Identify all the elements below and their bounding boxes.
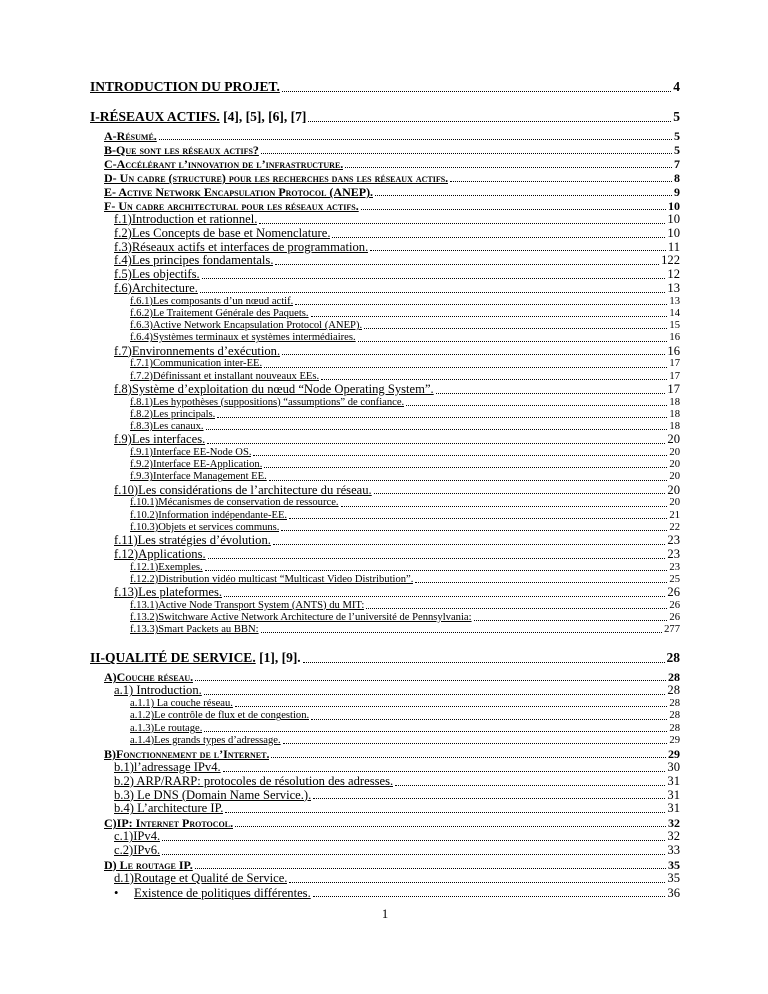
dots-leader xyxy=(395,785,665,786)
toc-entry-page-number: 23 xyxy=(667,546,680,561)
dots-leader xyxy=(273,544,665,545)
dots-leader xyxy=(375,195,672,196)
toc-entry-page-number: 16 xyxy=(669,332,680,344)
toc-entry-page-number: 28 xyxy=(667,683,680,698)
dots-leader xyxy=(474,620,668,621)
toc-entry-page-number: 18 xyxy=(669,396,680,408)
toc-entry-label: Existence de politiques différentes. xyxy=(134,885,311,900)
toc-entry[interactable] xyxy=(114,761,680,775)
toc-entry-label: f.7.1)Communication inter-EE. xyxy=(130,358,263,370)
toc-entry-page-number: 9 xyxy=(674,185,680,199)
dots-leader xyxy=(162,854,665,855)
dots-leader xyxy=(195,680,666,681)
dots-leader xyxy=(361,209,666,210)
dots-leader xyxy=(345,167,672,168)
toc-entry-page-number: 26 xyxy=(669,599,680,611)
dots-leader xyxy=(311,719,667,720)
toc-entry-page-number: 13 xyxy=(667,280,680,295)
dots-leader xyxy=(159,139,672,140)
toc-entry-label: D- Un cadre (structure) pour les recherches dans les réseaux actifs. xyxy=(104,171,449,185)
toc-entry[interactable] xyxy=(114,802,680,816)
toc-entry-label: f.6.2)Le Traitement Générale des Paquets. xyxy=(130,307,309,319)
toc-entry[interactable] xyxy=(130,371,680,383)
dots-leader xyxy=(223,771,666,772)
toc-entry[interactable] xyxy=(114,241,680,255)
toc-entry-label: f.13.1)Active Node Transport System (ANTS) du MIT: xyxy=(130,599,365,611)
toc-entry[interactable] xyxy=(130,358,680,370)
toc-entry-label: B-Que sont les réseaux actifs? xyxy=(104,143,259,157)
toc-entry[interactable] xyxy=(114,227,680,241)
dots-leader xyxy=(217,417,667,418)
toc-entry-page-number: 5 xyxy=(673,109,680,124)
toc-entry[interactable] xyxy=(104,816,680,830)
dots-leader xyxy=(406,405,667,406)
toc-entry-label: b.4) L’architecture IP. xyxy=(114,802,224,816)
table-of-contents xyxy=(90,78,680,900)
toc-entry[interactable] xyxy=(130,409,680,421)
toc-entry[interactable] xyxy=(114,830,680,844)
dots-leader xyxy=(321,379,667,380)
toc-entry-label: f.10.3)Objets et services communs. xyxy=(130,521,280,533)
toc-entry-page-number: 28 xyxy=(666,650,680,666)
toc-entry-page-number: 13 xyxy=(669,295,680,307)
toc-entry-label: f.13.3)Smart Packets au BBN: xyxy=(130,624,259,636)
toc-entry[interactable] xyxy=(130,320,680,332)
toc-entry[interactable] xyxy=(130,397,680,409)
toc-entry[interactable] xyxy=(90,108,680,125)
toc-entry[interactable] xyxy=(114,789,680,803)
dots-leader xyxy=(289,882,665,883)
toc-entry[interactable] xyxy=(104,157,680,171)
toc-entry[interactable] xyxy=(130,698,680,710)
toc-entry[interactable] xyxy=(130,522,680,534)
toc-entry-page-number: 31 xyxy=(667,787,680,802)
toc-entry-label: f.11)Les stratégies d’évolution. xyxy=(114,534,271,548)
toc-entry-label: a.1.1) La couche réseau. xyxy=(130,698,233,710)
toc-entry-label: f.12.1)Exemples. xyxy=(130,561,203,573)
toc-entry-page-number: 25 xyxy=(669,573,680,585)
toc-entry[interactable] xyxy=(104,129,680,143)
toc-entry[interactable] xyxy=(114,684,680,698)
toc-entry[interactable] xyxy=(114,548,680,562)
toc-entry-page-number: 35 xyxy=(667,870,680,885)
toc-entry[interactable] xyxy=(104,199,680,213)
toc-entry[interactable] xyxy=(90,649,680,666)
toc-entry-page-number: 14 xyxy=(669,307,680,319)
toc-entry-page-number: 20 xyxy=(667,432,680,447)
toc-entry-label: f.9.1)Interface EE-Node OS. xyxy=(130,447,252,458)
toc-entry[interactable] xyxy=(130,710,680,722)
toc-entry-label: a.1.3)Le routage. xyxy=(130,722,203,734)
toc-entry-label: f.8.3)Les canaux. xyxy=(130,421,204,432)
toc-entry-page-number: 31 xyxy=(667,801,680,816)
toc-entry[interactable] xyxy=(130,459,680,471)
toc-entry-page-number: 32 xyxy=(667,829,680,844)
toc-entry-page-number: 23 xyxy=(669,561,680,573)
toc-entry-label: f.8)Système d’exploitation du nœud “Node Operating System”. xyxy=(114,382,434,396)
dots-leader xyxy=(450,181,672,182)
toc-entry[interactable] xyxy=(130,562,680,574)
toc-entry-page-number: 4 xyxy=(673,79,680,94)
toc-entry[interactable] xyxy=(130,723,680,735)
dots-leader xyxy=(235,706,667,707)
toc-entry[interactable] xyxy=(104,670,680,684)
dots-leader xyxy=(261,153,672,154)
dots-leader xyxy=(282,91,671,92)
toc-entry-page-number: 17 xyxy=(669,370,680,382)
toc-entry-page-number: 15 xyxy=(669,320,680,332)
toc-entry-label: f.8.1)Les hypothèses (suppositions) “assumptions” de confiance. xyxy=(130,396,405,408)
toc-entry[interactable] xyxy=(114,534,680,548)
toc-entry-label: f.12)Applications. xyxy=(114,547,206,561)
toc-entry-label: C-Accélérant l’innovation de l’infrastructure. xyxy=(104,157,344,171)
toc-entry-label: b.3) Le DNS (Domain Name Service.). xyxy=(114,788,312,802)
toc-entry-label: F- Un cadre architectural pour les réseaux actifs. xyxy=(104,199,359,213)
dots-leader xyxy=(200,292,665,293)
toc-entry-page-number: 5 xyxy=(674,129,680,143)
toc-entry[interactable] xyxy=(130,497,680,509)
toc-entry-page-number: 26 xyxy=(667,585,680,600)
toc-entry-label: f.2)Les Concepts de base et Nomenclature. xyxy=(114,226,331,240)
toc-entry[interactable] xyxy=(114,775,680,789)
toc-entry-label: f.6.1)Les composants d’un nœud actif. xyxy=(130,295,294,307)
toc-entry-page-number: 36 xyxy=(667,885,680,900)
toc-entry-label: f.7)Environnements d’exécution. xyxy=(114,344,281,358)
toc-entry[interactable] xyxy=(104,747,680,761)
toc-entry[interactable] xyxy=(130,612,680,624)
dots-leader xyxy=(205,570,668,571)
toc-entry[interactable] xyxy=(114,282,680,296)
toc-entry[interactable] xyxy=(130,332,680,344)
dots-leader xyxy=(295,304,667,305)
toc-entry-label: f.6.4)Systèmes terminaux et systèmes intermédiaires. xyxy=(130,332,356,344)
toc-entry-page-number: 20 xyxy=(669,447,680,458)
toc-entry-label: f.13)Les plateformes. xyxy=(114,586,223,600)
toc-entry-page-number: 33 xyxy=(667,843,680,858)
toc-entry[interactable] xyxy=(114,586,680,600)
toc-entry-label: f.12.2)Distribution vidéo multicast “Multicast Video Distribution”. xyxy=(130,573,414,585)
toc-entry-label: a.1) Introduction. xyxy=(114,684,202,698)
dots-leader xyxy=(303,662,665,663)
toc-entry-page-number: 5 xyxy=(674,143,680,157)
toc-entry[interactable] xyxy=(130,447,680,459)
toc-entry-label: f.10.1)Mécanismes de conservation de ressource. xyxy=(130,497,339,509)
toc-entry-label: f.7.2)Définissant et installant nouveaux EEs. xyxy=(130,370,320,382)
toc-entry[interactable] xyxy=(130,600,680,612)
dots-leader xyxy=(204,694,666,695)
toc-entry[interactable] xyxy=(114,268,680,282)
dots-leader xyxy=(311,316,668,317)
toc-entry-page-number: 23 xyxy=(667,533,680,548)
dots-leader xyxy=(281,530,667,531)
toc-entry[interactable] xyxy=(104,185,680,199)
toc-entry-label: INTRODUCTION DU PROJET. xyxy=(90,79,280,94)
toc-entry[interactable] xyxy=(114,484,680,498)
toc-entry[interactable] xyxy=(104,171,680,185)
dots-leader xyxy=(224,596,665,597)
toc-entry[interactable] xyxy=(130,510,680,522)
toc-entry-label: b.2) ARP/RARP: protocoles de résolution des adresses. xyxy=(114,774,394,788)
toc-entry-page-number: 26 xyxy=(669,612,680,624)
toc-entry-page-number: 28 xyxy=(669,698,680,710)
toc-entry-label: c.1)IPv4. xyxy=(114,830,161,844)
toc-entry-page-number: 29 xyxy=(669,734,680,746)
dots-leader xyxy=(271,757,666,758)
toc-entry-page-number: 10 xyxy=(667,212,680,226)
toc-entry-page-number: 35 xyxy=(668,857,680,872)
toc-entry-label: B)Fonctionnement de l’Internet. xyxy=(104,747,270,762)
toc-entry[interactable] xyxy=(130,308,680,320)
dots-leader xyxy=(282,354,665,355)
toc-entry-label: f.13.2)Switchware Active Network Architecture de l’université de Pennsylvania: xyxy=(130,612,472,624)
toc-entry[interactable] xyxy=(114,254,680,268)
dots-leader xyxy=(366,608,667,609)
dots-leader xyxy=(358,341,668,342)
toc-entry-label: f.3)Réseaux actifs et interfaces de programmation. xyxy=(114,240,369,254)
toc-entry-label: f.6.3)Active Network Encapsulation Protocol (ANEP). xyxy=(130,320,363,332)
toc-entry-label: D) Le routage IP. xyxy=(104,857,193,872)
bullet-icon: • xyxy=(114,885,119,900)
toc-entry-label: c.2)IPv6. xyxy=(114,844,161,858)
toc-entry-page-number: 30 xyxy=(667,760,680,775)
toc-entry-page-number: 31 xyxy=(667,773,680,788)
toc-entry-page-number: 20 xyxy=(669,459,680,471)
dots-leader xyxy=(208,558,666,559)
dots-leader xyxy=(206,429,668,430)
toc-entry-page-number: 32 xyxy=(668,816,680,831)
toc-entry[interactable] xyxy=(114,872,680,886)
toc-entry-page-number: 28 xyxy=(669,722,680,734)
dots-leader xyxy=(283,743,668,744)
dots-leader xyxy=(364,328,667,329)
toc-entry[interactable] xyxy=(114,345,680,359)
toc-entry-page-number: 18 xyxy=(669,408,680,420)
toc-entry-page-number: 17 xyxy=(669,358,680,370)
toc-entry[interactable] xyxy=(114,844,680,858)
dots-leader xyxy=(313,798,665,799)
dots-leader xyxy=(289,518,667,519)
dots-leader xyxy=(308,121,671,122)
toc-entry[interactable] xyxy=(130,296,680,308)
toc-entry-page-number: 18 xyxy=(669,421,680,432)
dots-leader xyxy=(253,455,667,456)
toc-entry-page-number: 17 xyxy=(667,381,680,396)
toc-entry-label: f.5)Les objectifs. xyxy=(114,268,200,282)
toc-entry-label: A-Résumé. xyxy=(104,129,157,143)
dots-leader xyxy=(313,896,666,897)
toc-entry-label: f.6)Architecture. xyxy=(114,281,198,295)
toc-entry[interactable] xyxy=(130,471,680,483)
toc-entry-label: b.1)l’adressage IPv4. xyxy=(114,761,221,775)
toc-entry-page-number: 28 xyxy=(668,670,680,685)
dots-leader xyxy=(264,467,667,468)
dots-leader xyxy=(162,840,665,841)
toc-entry[interactable] xyxy=(130,735,680,747)
toc-entry-label: a.1.4)Les grands types d’adressage. xyxy=(130,734,281,746)
dots-leader xyxy=(264,367,667,368)
toc-entry-label: I-RÉSEAUX ACTIFS. xyxy=(90,109,220,124)
dots-leader xyxy=(195,868,666,869)
footer-page-number: 1 xyxy=(381,906,389,921)
toc-entry-page-number: 29 xyxy=(668,747,680,762)
toc-entry-label: f.8.2)Les principals. xyxy=(130,408,216,420)
dots-leader xyxy=(259,223,665,224)
dots-leader xyxy=(225,812,665,813)
toc-entry-page-number: 16 xyxy=(667,343,680,358)
dots-leader xyxy=(235,826,666,827)
toc-entry-label: II-QUALITÉ DE SERVICE. xyxy=(90,650,256,666)
toc-entry[interactable] xyxy=(104,858,680,872)
dots-leader xyxy=(269,480,668,481)
toc-entry-label: f.9.2)Interface EE-Application. xyxy=(130,459,263,471)
dots-leader xyxy=(332,237,665,238)
toc-entry-label: f.10.2)Information indépendante-EE. xyxy=(130,509,288,521)
toc-entry-label: C)IP: Internet Protocol. xyxy=(104,816,234,831)
toc-entry-page-number: 20 xyxy=(667,482,680,497)
toc-entry-page-number: 10 xyxy=(667,225,680,240)
toc-entry[interactable] xyxy=(104,143,680,157)
toc-entry-label: f.9)Les interfaces. xyxy=(114,433,206,447)
toc-entry[interactable] xyxy=(130,574,680,586)
toc-entry-page-number: 12 xyxy=(667,267,680,282)
toc-entry-page-number: 8 xyxy=(674,171,680,185)
toc-entry[interactable] xyxy=(130,421,680,433)
toc-entry-label: f.4)Les principes fondamentals. xyxy=(114,254,274,268)
toc-entry[interactable] xyxy=(114,213,680,227)
dots-leader xyxy=(436,393,666,394)
toc-entry-label: E- Active Network Encapsulation Protocol (ANEP). xyxy=(104,185,374,199)
toc-entry-page-number: 11 xyxy=(667,239,680,254)
toc-entry-label: a.1.2)Le contrôle de flux et de congestion. xyxy=(130,710,310,722)
toc-entry-page-number: 122 xyxy=(661,253,680,268)
toc-entry-label: d.1)Routage et Qualité de Service. xyxy=(114,871,288,885)
toc-entry-refs: [4], [5], [6], [7] xyxy=(219,109,307,124)
toc-entry-page-number: 277 xyxy=(664,624,680,636)
toc-entry[interactable] xyxy=(114,433,680,447)
dots-leader xyxy=(204,731,667,732)
toc-entry-page-number: 20 xyxy=(669,471,680,483)
dots-leader xyxy=(202,278,666,279)
toc-entry-label: f.10)Les considérations de l’architecture du réseau. xyxy=(114,483,372,497)
toc-entry-label: f.1)Introduction et rationnel. xyxy=(114,213,258,226)
dots-leader xyxy=(415,582,667,583)
dots-leader xyxy=(275,264,659,265)
dots-leader xyxy=(261,632,663,633)
toc-entry-page-number: 28 xyxy=(669,710,680,722)
dots-leader xyxy=(370,250,666,251)
toc-entry-page-number: 10 xyxy=(668,199,680,213)
dots-leader xyxy=(374,493,666,494)
toc-entry-page-number: 22 xyxy=(669,521,680,533)
toc-entry-label: A)Couche réseau. xyxy=(104,670,194,685)
toc-entry[interactable] xyxy=(130,624,680,636)
toc-entry[interactable] xyxy=(114,886,680,900)
toc-entry-page-number: 21 xyxy=(669,509,680,521)
dots-leader xyxy=(341,506,668,507)
dots-leader xyxy=(207,443,665,444)
toc-entry-page-number: 20 xyxy=(669,497,680,509)
toc-entry-refs: [1], [9]. xyxy=(255,650,301,666)
toc-entry-label: f.9.3)Interface Management EE. xyxy=(130,471,267,483)
toc-entry[interactable] xyxy=(114,383,680,397)
toc-entry[interactable] xyxy=(90,78,680,95)
toc-entry-page-number: 7 xyxy=(674,157,680,171)
